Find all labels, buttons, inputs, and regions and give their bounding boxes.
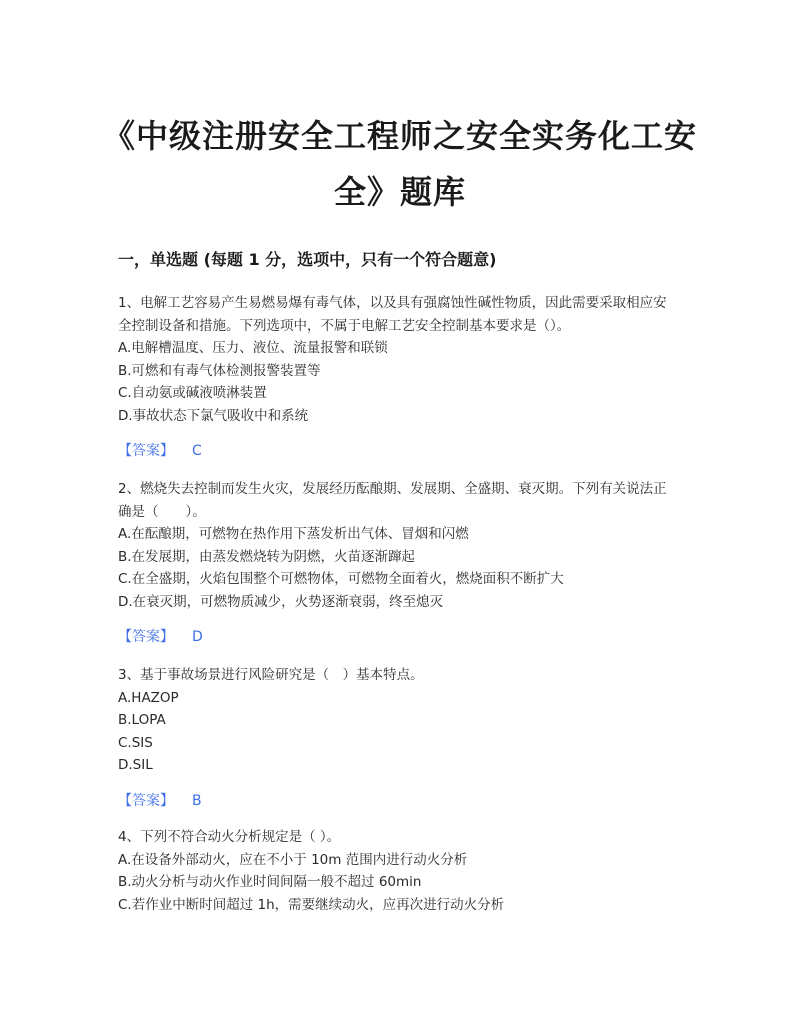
- question-stem: 1、电解工艺容易产生易燃易爆有毒气体，以及具有强腐蚀性碱性物质，因此需要采取相应安全控制设备和措施。下列选项中，不属于电解工艺安全控制基本要求是（）。: [118, 295, 667, 334]
- option-a: A.在酝酿期，可燃物在热作用下蒸发析出气体、冒烟和闪燃: [118, 526, 469, 542]
- option-a: A.电解槽温度、压力、液位、流量报警和联锁: [118, 340, 388, 356]
- option-d: D.在衰灭期，可燃物质减少，火势逐渐衰弱，终至熄灭: [118, 593, 444, 610]
- document-title: 《中级注册安全工程师之安全实务化工安全》题库: [102, 117, 697, 211]
- answer-value: B: [192, 792, 202, 809]
- question-stem: 2、燃烧失去控制而发生火灾，发展经历酝酿期、发展期、全盛期、衰灭期。下列有关说法正确是（ ）。: [118, 481, 667, 520]
- option-c: C.自动氨或碱液喷淋装置: [118, 385, 267, 401]
- answer-line: [118, 440, 678, 462]
- question-4: [118, 826, 678, 916]
- section-heading: 一，单选题 (每题 1 分，选项中，只有一个符合题意): [118, 250, 497, 269]
- question-2: [118, 478, 678, 648]
- answer-value: D: [192, 629, 203, 645]
- question-1: [118, 292, 678, 462]
- option-a: A.在设备外部动火，应在不小于 10m 范围内进行动火分析: [118, 851, 468, 868]
- option-c: C.在全盛期，火焰包围整个可燃物体，可燃物全面着火，燃烧面积不断扩大: [118, 571, 564, 587]
- option-b: B.在发展期，由蒸发燃烧转为阴燃，火苗逐渐蹿起: [118, 548, 416, 565]
- option-d: D.SIL: [118, 757, 153, 773]
- answer-label: 【答案】: [118, 629, 174, 645]
- question-stem: 4、下列不符合动火分析规定是（ ）。: [118, 829, 341, 845]
- answer-label: 【答案】: [118, 792, 174, 809]
- answer-line: [118, 790, 678, 812]
- answer-line: [118, 626, 678, 648]
- option-b: B.动火分析与动火作业时间间隔一般不超过 60min: [118, 874, 422, 890]
- option-b: B.LOPA: [118, 712, 166, 728]
- option-c: C.若作业中断时间超过 1h，需要继续动火，应再次进行动火分析: [118, 896, 505, 913]
- question-stem: 3、基于事故场景进行风险研究是（ ）基本特点。: [118, 667, 424, 683]
- option-b: B.可燃和有毒气体检测报警装置等: [118, 362, 321, 379]
- answer-label: 【答案】: [118, 443, 174, 459]
- option-d: D.事故状态下氯气吸收中和系统: [118, 407, 309, 424]
- question-3: [118, 664, 678, 812]
- option-c: C.SIS: [118, 734, 153, 751]
- option-a: A.HAZOP: [118, 689, 179, 706]
- answer-value: C: [192, 443, 202, 459]
